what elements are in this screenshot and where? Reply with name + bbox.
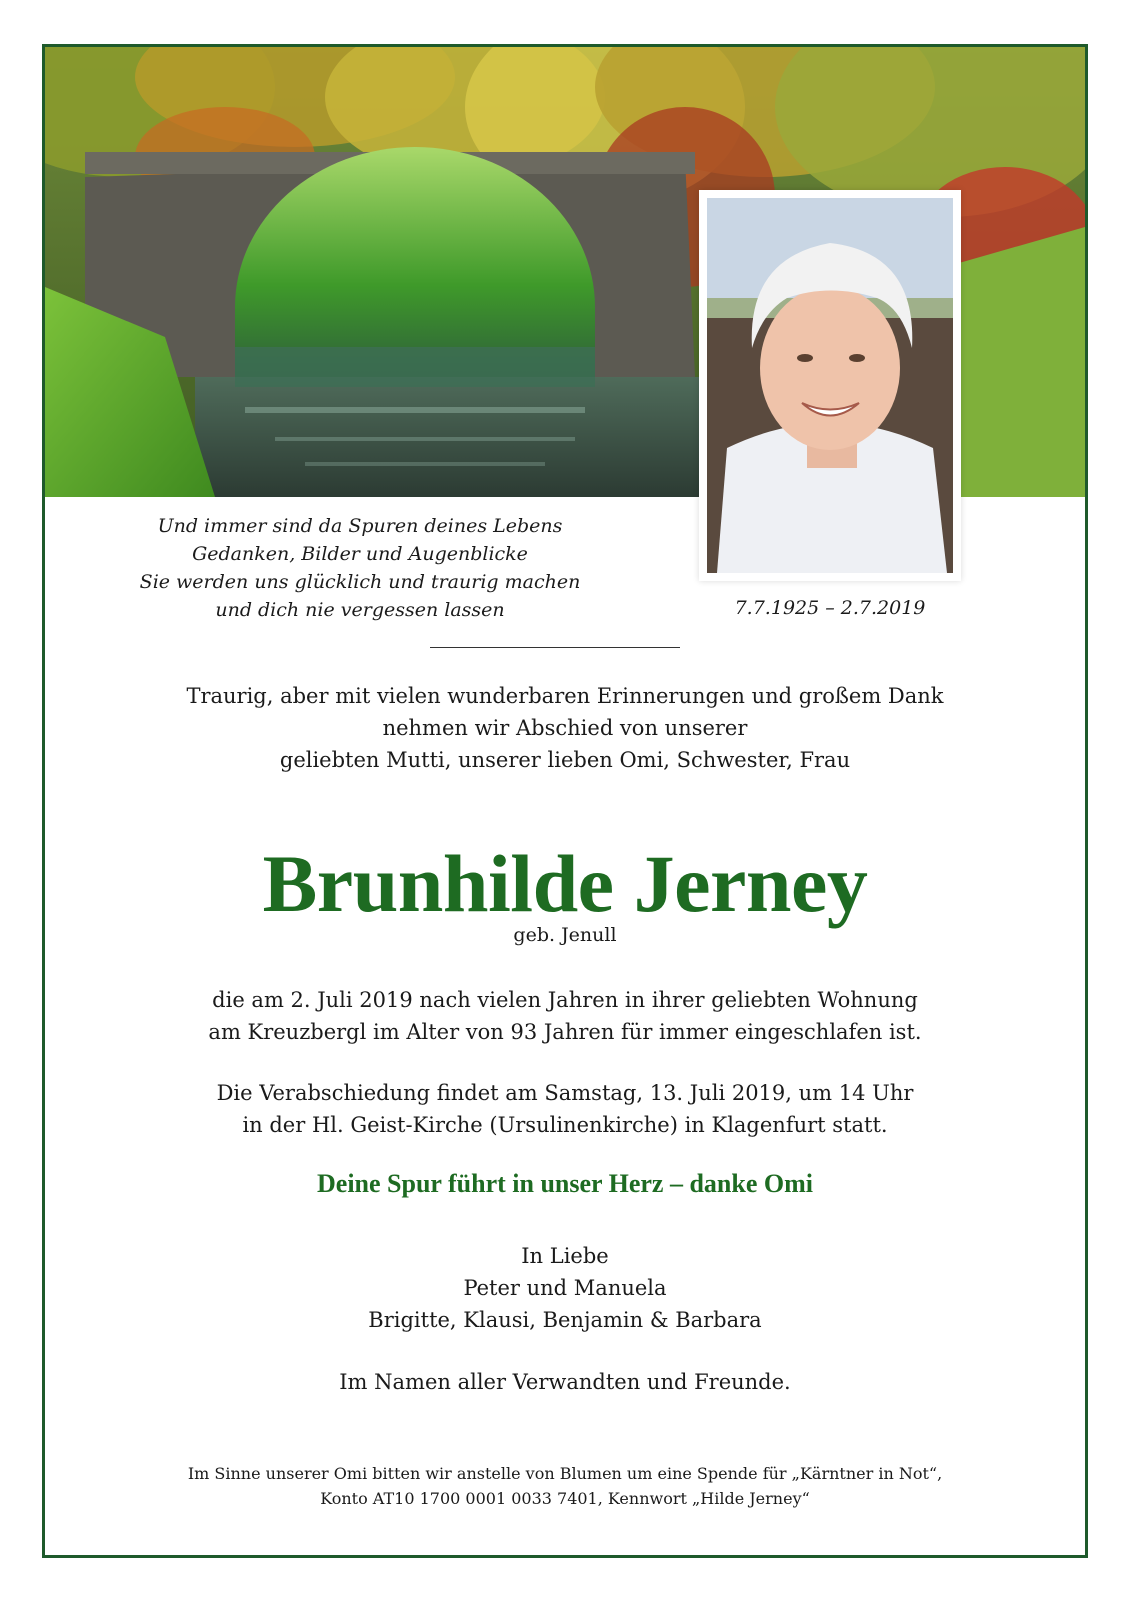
signature-block: [105, 1240, 1025, 1336]
intro-line: geliebten Mutti, unserer lieben Omi, Schwester, Frau: [279, 748, 851, 772]
motto: Deine Spur führt in unser Herz – danke Omi: [317, 1169, 813, 1198]
poem-line: Sie werden uns glücklich und traurig machen: [139, 571, 581, 593]
closing-line: Im Namen aller Verwandten und Freunde.: [339, 1370, 791, 1394]
ceremony-text: [105, 1077, 1025, 1141]
deceased-name: Brunhilde Jerney: [262, 838, 868, 929]
ceremony-line: in der Hl. Geist-Kirche (Ursulinenkirche) in Klagenfurt statt.: [242, 1113, 888, 1137]
life-dates: 7.7.1925 – 2.7.2019: [734, 597, 926, 619]
signature-line: Peter und Manuela: [463, 1276, 667, 1300]
ceremony-line: Die Verabschiedung findet am Samstag, 13. Juli 2019, um 14 Uhr: [216, 1081, 914, 1105]
signature-line: In Liebe: [521, 1244, 609, 1268]
notice-frame: [42, 44, 1088, 1558]
poem-line: und dich nie vergessen lassen: [215, 599, 505, 621]
poem-line: Und immer sind da Spuren deines Lebens: [157, 515, 563, 537]
portrait-photo: [699, 190, 961, 581]
divider-line: [430, 647, 680, 648]
intro-line: nehmen wir Abschied von unserer: [382, 716, 748, 740]
death-notice-text: [105, 984, 1025, 1048]
donation-note-line: Konto AT10 1700 0001 0033 7401, Kennwort „Hilde Jerney“: [320, 1489, 810, 1508]
signature-line: Brigitte, Klausi, Benjamin & Barbara: [368, 1308, 762, 1332]
death-notice-line: die am 2. Juli 2019 nach vielen Jahren in ihrer geliebten Wohnung: [212, 988, 918, 1012]
intro-line: Traurig, aber mit vielen wunderbaren Erinnerungen und großem Dank: [186, 684, 944, 708]
intro-text: [105, 680, 1025, 776]
donation-note: [75, 1461, 1055, 1511]
death-notice-line: am Kreuzbergl im Alter von 93 Jahren für immer eingeschlafen ist.: [208, 1020, 922, 1044]
birth-name: geb. Jenull: [513, 924, 617, 946]
poem: [135, 512, 585, 624]
poem-line: Gedanken, Bilder und Augenblicke: [192, 543, 528, 565]
donation-note-line: Im Sinne unserer Omi bitten wir anstelle von Blumen um eine Spende für „Kärntner in Not“,: [187, 1464, 943, 1483]
